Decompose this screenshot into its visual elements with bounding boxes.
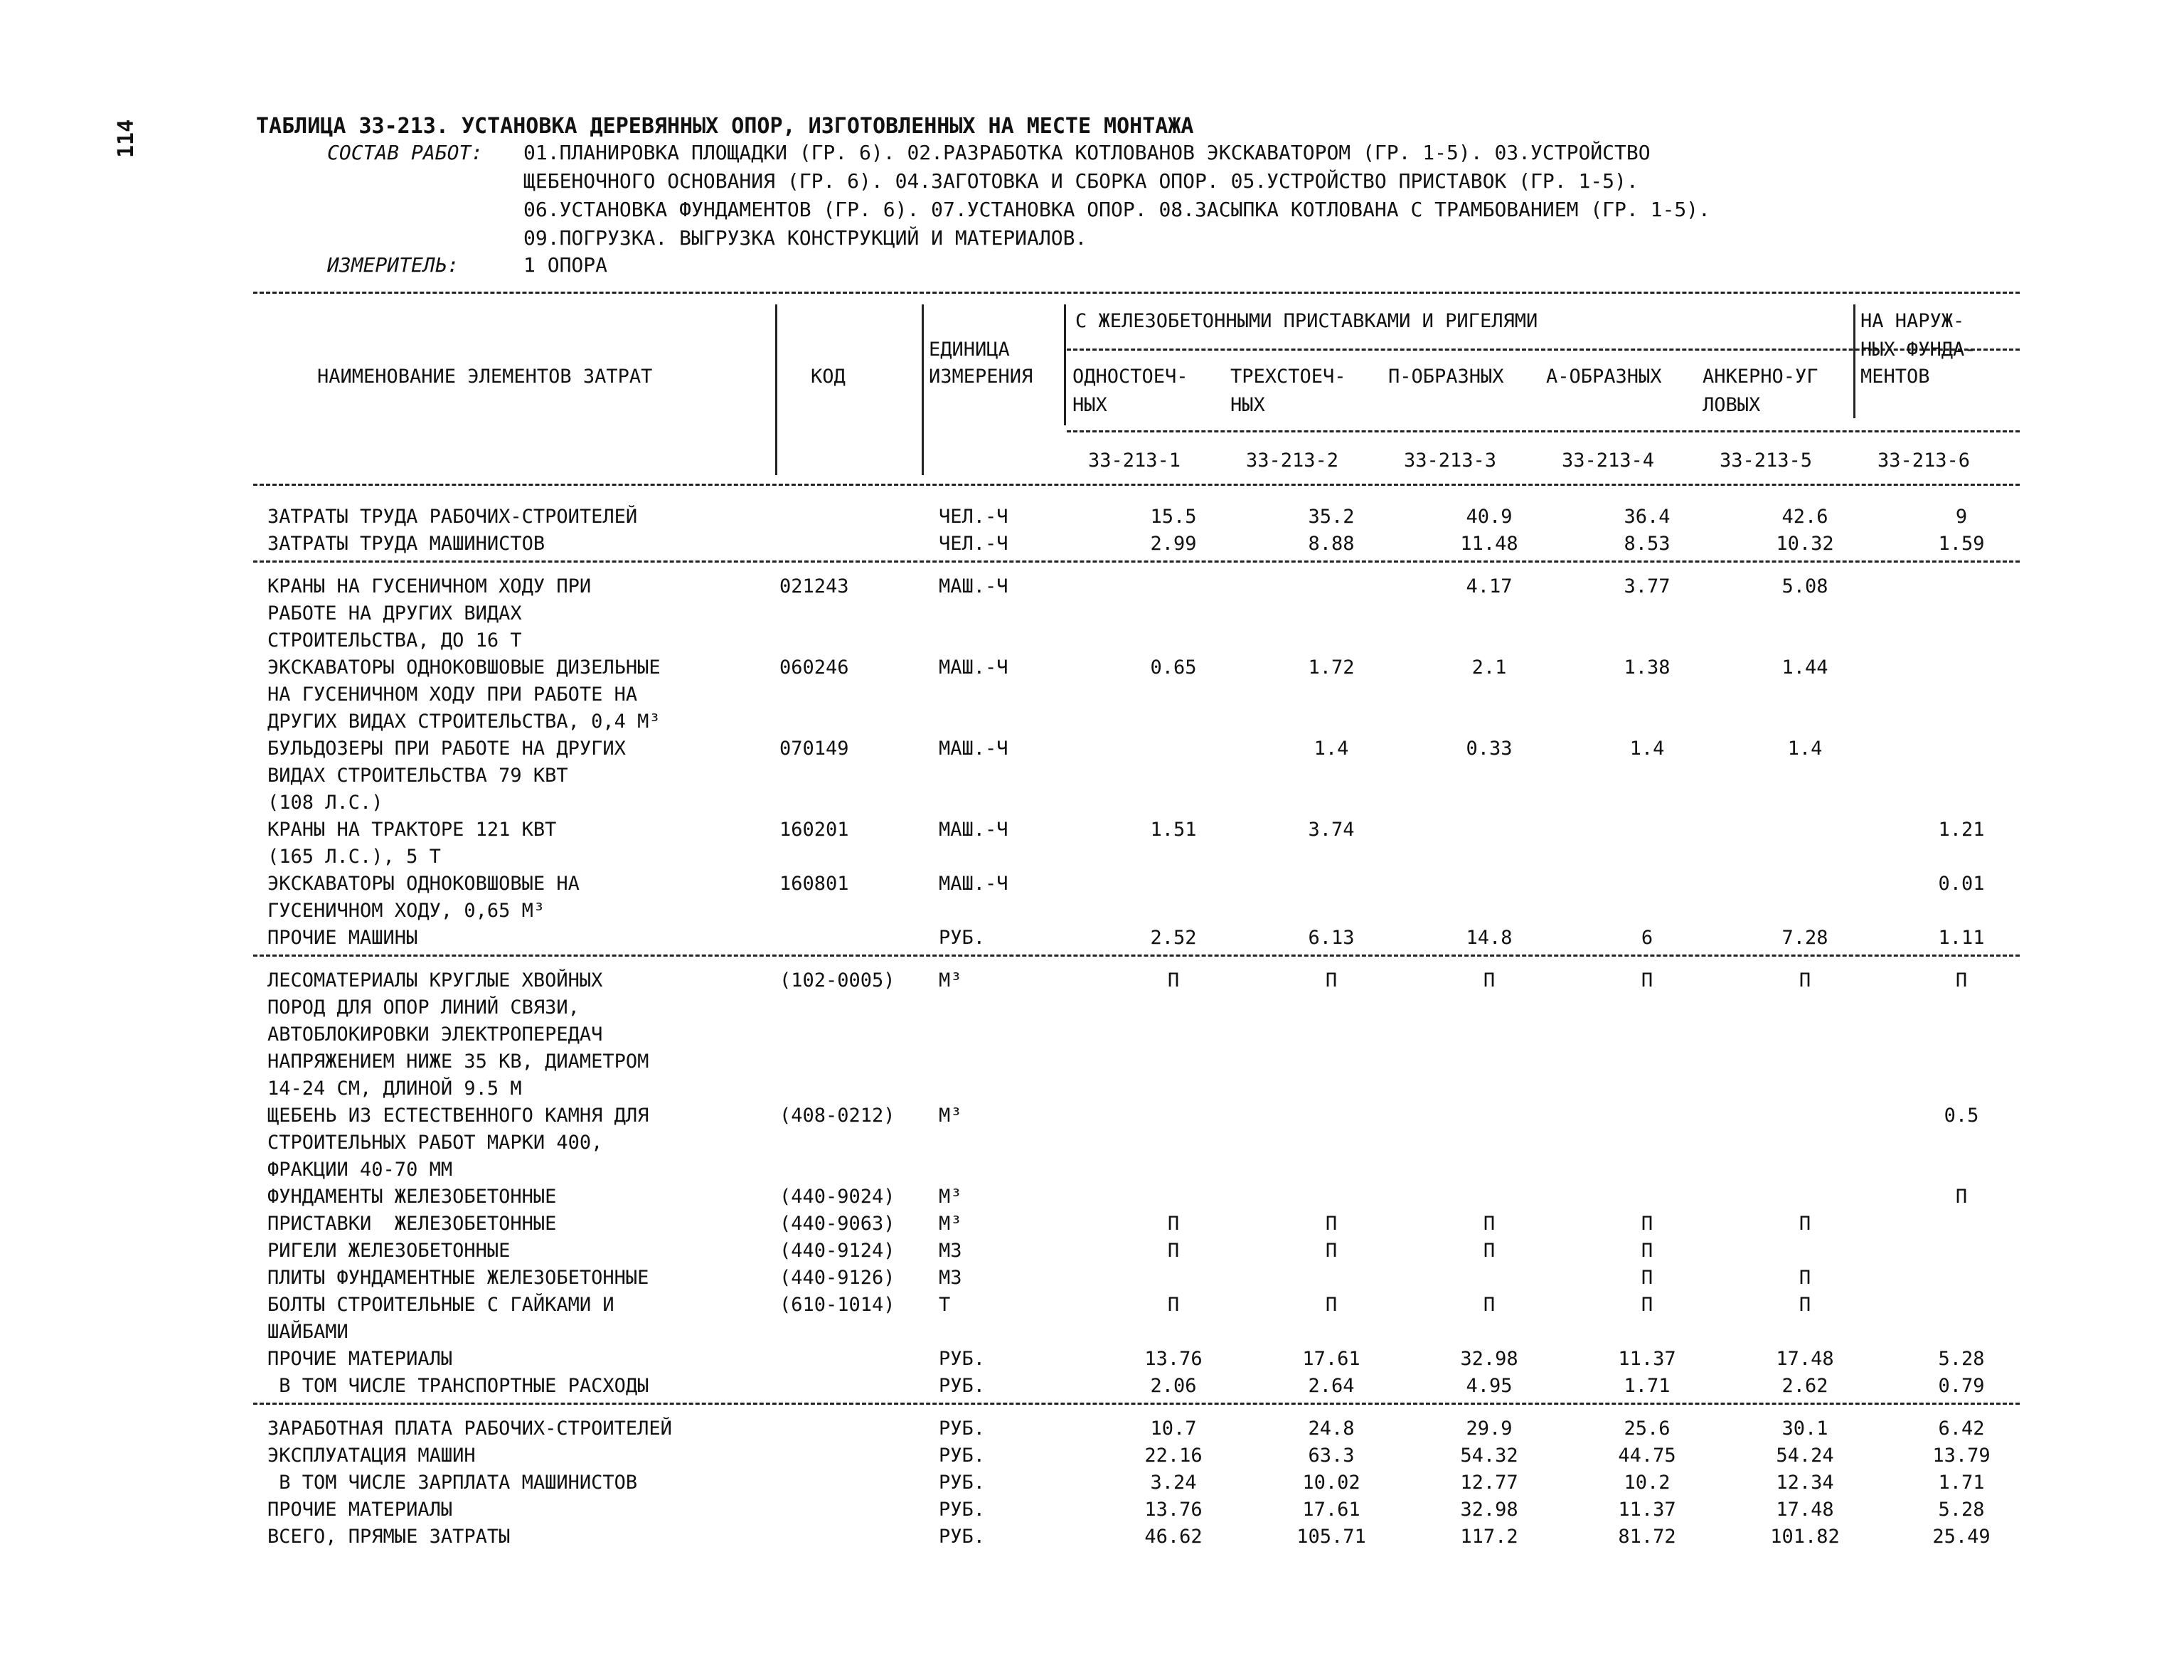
row-name: ЗАТРАТЫ ТРУДА МАШИНИСТОВ: [267, 533, 545, 555]
row-unit: Т: [939, 1294, 951, 1316]
row-value: 40.9: [1466, 506, 1513, 528]
row-value: 11.48: [1460, 533, 1518, 555]
row-value: 13.79: [1932, 1445, 1991, 1467]
row-value: 0.65: [1150, 656, 1197, 679]
row-value: 14.8: [1466, 927, 1513, 949]
row-value: 46.62: [1144, 1526, 1203, 1548]
row-value: 1.4: [1787, 738, 1823, 760]
row-value: 54.24: [1776, 1445, 1834, 1467]
row-value: 81.72: [1618, 1526, 1676, 1548]
sub-heading: ТРЕХСТОЕЧ-: [1230, 366, 1346, 388]
row-name: БУЛЬДОЗЕРЫ ПРИ РАБОТЕ НА ДРУГИХ: [267, 738, 626, 760]
row-value: 10.7: [1150, 1418, 1197, 1440]
row-value: П: [1799, 1294, 1811, 1316]
row-value: П: [1167, 1294, 1180, 1316]
row-value: 3.24: [1150, 1472, 1197, 1494]
row-value: 32.98: [1460, 1499, 1518, 1521]
row-value: П: [1641, 1240, 1653, 1262]
row-unit: МАШ.-Ч: [939, 656, 1008, 679]
page-number: 114: [114, 119, 139, 159]
row-unit: МАШ.-Ч: [939, 819, 1008, 841]
table-top-rule: [253, 292, 2020, 294]
column-code: 33-213-2: [1246, 450, 1339, 472]
row-name: ЛЕСОМАТЕРИАЛЫ КРУГЛЫЕ ХВОЙНЫХ: [267, 969, 603, 991]
row-name: КРАНЫ НА ГУСЕНИЧНОМ ХОДУ ПРИ: [267, 575, 592, 597]
col-heading-code: КОД: [811, 366, 846, 388]
row-value: 35.2: [1308, 506, 1355, 528]
row-value: 15.5: [1150, 506, 1197, 528]
row-name: ВИДАХ СТРОИТЕЛЬСТВА 79 КВТ: [267, 765, 568, 787]
section-rule: [253, 955, 2020, 957]
section-rule: [253, 560, 2020, 563]
row-name: ВСЕГО, ПРЯМЫЕ ЗАТРАТЫ: [267, 1526, 511, 1548]
row-value: 17.61: [1302, 1348, 1360, 1370]
row-name: СТРОИТЕЛЬНЫХ РАБОТ МАРКИ 400,: [267, 1132, 603, 1154]
row-value: П: [1799, 1213, 1811, 1235]
row-name: РАБОТЕ НА ДРУГИХ ВИДАХ: [267, 602, 522, 624]
row-value: 22.16: [1144, 1445, 1203, 1467]
row-value: 5.28: [1938, 1499, 1985, 1521]
row-unit: РУБ.: [939, 1418, 986, 1440]
row-name: ЭКСПЛУАТАЦИЯ МАШИН: [267, 1445, 476, 1467]
row-name: БОЛТЫ СТРОИТЕЛЬНЫЕ С ГАЙКАМИ И: [267, 1294, 614, 1316]
row-code: (440-9024): [779, 1186, 895, 1208]
column-divider: [1853, 304, 1855, 418]
row-name: ПЛИТЫ ФУНДАМЕНТНЫЕ ЖЕЛЕЗОБЕТОННЫЕ: [267, 1267, 649, 1289]
row-value: 2.52: [1150, 927, 1197, 949]
row-value: П: [1483, 969, 1496, 991]
row-name: ФРАКЦИИ 40-70 ММ: [267, 1159, 453, 1181]
row-value: 10.2: [1624, 1472, 1671, 1494]
row-value: 4.17: [1466, 575, 1513, 597]
row-unit: РУБ.: [939, 927, 986, 949]
row-value: П: [1799, 969, 1811, 991]
row-value: 24.8: [1308, 1418, 1355, 1440]
row-value: 17.48: [1776, 1499, 1834, 1521]
row-unit: МАШ.-Ч: [939, 575, 1008, 597]
row-name: НАПРЯЖЕНИЕМ НИЖЕ 35 КВ, ДИАМЕТРОМ: [267, 1051, 649, 1073]
row-name: (108 Л.С.): [267, 792, 383, 814]
row-value: 1.11: [1938, 927, 1985, 949]
col-heading-unit: ИЗМЕРЕНИЯ: [929, 366, 1033, 388]
column-divider: [1064, 304, 1066, 425]
row-value: 10.32: [1776, 533, 1834, 555]
column-divider: [922, 304, 924, 475]
row-value: 8.53: [1624, 533, 1671, 555]
header-subrule: [1067, 430, 2020, 432]
row-value: 29.9: [1466, 1418, 1513, 1440]
row-value: 63.3: [1308, 1445, 1355, 1467]
section-rule: [253, 1403, 2020, 1405]
sub-heading: НЫХ: [1230, 394, 1265, 416]
row-value: 8.88: [1308, 533, 1355, 555]
row-code: (440-9126): [779, 1267, 895, 1289]
work-line: 09.ПОГРУЗКА. ВЫГРУЗКА КОНСТРУКЦИЙ И МАТЕРИАЛОВ.: [523, 226, 1087, 250]
row-name: ЭКСКАВАТОРЫ ОДНОКОВШОВЫЕ ДИЗЕЛЬНЫЕ: [267, 656, 661, 679]
row-unit: ЧЕЛ.-Ч: [939, 533, 1008, 555]
column-code: 33-213-3: [1404, 450, 1497, 472]
row-value: 0.79: [1938, 1375, 1985, 1397]
row-value: 0.33: [1466, 738, 1513, 760]
row-value: 42.6: [1781, 506, 1828, 528]
row-unit: М³: [939, 1186, 962, 1208]
row-name: ЗАРАБОТНАЯ ПЛАТА РАБОЧИХ-СТРОИТЕЛЕЙ: [267, 1418, 672, 1440]
row-value: 101.82: [1770, 1526, 1840, 1548]
row-value: П: [1325, 969, 1338, 991]
sub-heading: П-ОБРАЗНЫХ: [1388, 366, 1504, 388]
row-name: ЭКСКАВАТОРЫ ОДНОКОВШОВЫЕ НА: [267, 873, 580, 895]
row-unit: ЧЕЛ.-Ч: [939, 506, 1008, 528]
row-value: 1.51: [1150, 819, 1197, 841]
column-code: 33-213-5: [1720, 450, 1813, 472]
row-unit: М3: [939, 1267, 962, 1289]
row-value: 5.08: [1781, 575, 1828, 597]
row-value: 2.62: [1781, 1375, 1828, 1397]
row-value: 2.99: [1150, 533, 1197, 555]
row-value: 54.32: [1460, 1445, 1518, 1467]
row-code: (408-0212): [779, 1105, 895, 1127]
row-value: П: [1325, 1294, 1338, 1316]
row-value: П: [1483, 1240, 1496, 1262]
row-value: 3.77: [1624, 575, 1671, 597]
row-value: П: [1325, 1240, 1338, 1262]
row-code: (440-9063): [779, 1213, 895, 1235]
row-name: ПРИСТАВКИ ЖЕЛЕЗОБЕТОННЫЕ: [267, 1213, 557, 1235]
row-value: 2.06: [1150, 1375, 1197, 1397]
row-unit: РУБ.: [939, 1472, 986, 1494]
measure-value: 1 ОПОРА: [523, 253, 608, 277]
row-name: НА ГУСЕНИЧНОМ ХОДУ ПРИ РАБОТЕ НА: [267, 684, 638, 706]
row-value: П: [1167, 1240, 1180, 1262]
work-line: 06.УСТАНОВКА ФУНДАМЕНТОВ (ГР. 6). 07.УСТАНОВКА ОПОР. 08.ЗАСЫПКА КОТЛОВАНА С ТРАМБОВАНИЕМ (ГР. 1-5).: [523, 198, 1710, 221]
column-code: 33-213-6: [1877, 450, 1971, 472]
row-value: 117.2: [1460, 1526, 1518, 1548]
row-value: 1.38: [1624, 656, 1671, 679]
row-value: П: [1955, 1186, 1968, 1208]
row-value: 17.61: [1302, 1499, 1360, 1521]
header-bottom-rule: [253, 484, 2020, 486]
row-name: ПРОЧИЕ МАТЕРИАЛЫ: [267, 1499, 453, 1521]
row-name: ПРОЧИЕ МАТЕРИАЛЫ: [267, 1348, 453, 1370]
row-value: 1.4: [1629, 738, 1665, 760]
row-unit: РУБ.: [939, 1445, 986, 1467]
row-value: 11.37: [1618, 1499, 1676, 1521]
row-unit: МАШ.-Ч: [939, 873, 1008, 895]
row-name: ПОРОД ДЛЯ ОПОР ЛИНИЙ СВЯЗИ,: [267, 996, 580, 1019]
row-value: 6.13: [1308, 927, 1355, 949]
col-heading-name: НАИМЕНОВАНИЕ ЭЛЕМЕНТОВ ЗАТРАТ: [317, 366, 653, 388]
col-group-heading: С ЖЕЛЕЗОБЕТОННЫМИ ПРИСТАВКАМИ И РИГЕЛЯМИ: [1075, 310, 1538, 332]
row-value: 13.76: [1144, 1499, 1203, 1521]
row-value: 2.1: [1471, 656, 1507, 679]
row-value: 25.49: [1932, 1526, 1991, 1548]
row-value: 17.48: [1776, 1348, 1834, 1370]
row-value: П: [1955, 969, 1968, 991]
row-value: П: [1483, 1294, 1496, 1316]
table-title: ТАБЛИЦА 33-213. УСТАНОВКА ДЕРЕВЯННЫХ ОПОР, ИЗГОТОВЛЕННЫХ НА МЕСТЕ МОНТАЖА: [256, 114, 1194, 139]
sub-heading: АНКЕРНО-УГ: [1703, 366, 1818, 388]
row-value: 12.34: [1776, 1472, 1834, 1494]
sub-heading: ОДНОСТОЕЧ-: [1072, 366, 1188, 388]
column-divider: [775, 304, 777, 475]
column-code: 33-213-1: [1088, 450, 1181, 472]
sub-heading: А-ОБРАЗНЫХ: [1546, 366, 1662, 388]
column-code: 33-213-4: [1562, 450, 1655, 472]
row-value: П: [1641, 969, 1653, 991]
row-value: 44.75: [1618, 1445, 1676, 1467]
row-value: 13.76: [1144, 1348, 1203, 1370]
row-name: ДРУГИХ ВИДАХ СТРОИТЕЛЬСТВА, 0,4 М³: [267, 711, 661, 733]
row-value: 1.59: [1938, 533, 1985, 555]
row-name: ГУСЕНИЧНОМ ХОДУ, 0,65 М³: [267, 900, 545, 922]
row-value: 5.28: [1938, 1348, 1985, 1370]
col-group-heading: НЫХ ФУНДА-: [1860, 339, 1976, 361]
row-value: 32.98: [1460, 1348, 1518, 1370]
row-value: 1.71: [1624, 1375, 1671, 1397]
row-code: (102-0005): [779, 969, 895, 991]
row-value: 4.95: [1466, 1375, 1513, 1397]
work-line: ЩЕБЕНОЧНОГО ОСНОВАНИЯ (ГР. 6). 04.ЗАГОТОВКА И СБОРКА ОПОР. 05.УСТРОЙСТВО ПРИСТАВОК (ГР. 1-5).: [523, 169, 1639, 193]
row-value: 1.72: [1308, 656, 1355, 679]
row-code: 070149: [779, 738, 849, 760]
row-value: П: [1641, 1213, 1653, 1235]
row-code: (610-1014): [779, 1294, 895, 1316]
row-value: 6: [1641, 927, 1653, 949]
row-name: В ТОМ ЧИСЛЕ ТРАНСПОРТНЫЕ РАСХОДЫ: [267, 1375, 649, 1397]
col-group-heading: НА НАРУЖ-: [1860, 310, 1965, 332]
row-value: 1.44: [1781, 656, 1828, 679]
row-value: П: [1483, 1213, 1496, 1235]
row-value: 9: [1955, 506, 1968, 528]
row-value: 0.5: [1944, 1105, 1979, 1127]
row-code: 060246: [779, 656, 849, 679]
row-value: 6.42: [1938, 1418, 1985, 1440]
row-unit: РУБ.: [939, 1375, 986, 1397]
row-value: 105.71: [1296, 1526, 1366, 1548]
measure-label: ИЗМЕРИТЕЛЬ:: [327, 253, 459, 277]
row-name: ЩЕБЕНЬ ИЗ ЕСТЕСТВЕННОГО КАМНЯ ДЛЯ: [267, 1105, 649, 1127]
work-line: 01.ПЛАНИРОВКА ПЛОЩАДКИ (ГР. 6). 02.РАЗРАБОТКА КОТЛОВАНОВ ЭКСКАВАТОРОМ (ГР. 1-5). 03.УСТРОЙСТВО: [523, 141, 1651, 164]
row-unit: МАШ.-Ч: [939, 738, 1008, 760]
sub-heading: ЛОВЫХ: [1703, 394, 1761, 416]
row-value: 1.71: [1938, 1472, 1985, 1494]
row-unit: РУБ.: [939, 1348, 986, 1370]
row-unit: РУБ.: [939, 1499, 986, 1521]
row-value: П: [1799, 1267, 1811, 1289]
row-name: В ТОМ ЧИСЛЕ ЗАРПЛАТА МАШИНИСТОВ: [267, 1472, 638, 1494]
row-unit: М³: [939, 1213, 962, 1235]
row-value: 7.28: [1781, 927, 1828, 949]
row-name: ПРОЧИЕ МАШИНЫ: [267, 927, 418, 949]
row-value: 30.1: [1781, 1418, 1828, 1440]
row-unit: М3: [939, 1240, 962, 1262]
row-value: 1.4: [1314, 738, 1349, 760]
row-name: ЗАТРАТЫ ТРУДА РАБОЧИХ-СТРОИТЕЛЕЙ: [267, 506, 638, 528]
row-value: 10.02: [1302, 1472, 1360, 1494]
row-value: 12.77: [1460, 1472, 1518, 1494]
row-name: ШАЙБАМИ: [267, 1321, 348, 1343]
col-heading-unit: ЕДИНИЦА: [929, 339, 1010, 361]
row-name: КРАНЫ НА ТРАКТОРЕ 121 КВТ: [267, 819, 557, 841]
row-code: 160201: [779, 819, 849, 841]
row-name: АВТОБЛОКИРОВКИ ЭЛЕКТРОПЕРЕДАЧ: [267, 1024, 603, 1046]
row-name: (165 Л.С.), 5 Т: [267, 846, 441, 868]
row-code: (440-9124): [779, 1240, 895, 1262]
row-name: 14-24 СМ, ДЛИНОЙ 9.5 М: [267, 1078, 522, 1100]
row-name: СТРОИТЕЛЬСТВА, ДО 16 Т: [267, 629, 522, 652]
row-value: 36.4: [1624, 506, 1671, 528]
row-value: П: [1641, 1294, 1653, 1316]
row-code: 160801: [779, 873, 849, 895]
row-value: 2.64: [1308, 1375, 1355, 1397]
row-name: ФУНДАМЕНТЫ ЖЕЛЕЗОБЕТОННЫЕ: [267, 1186, 557, 1208]
row-value: П: [1641, 1267, 1653, 1289]
row-value: 1.21: [1938, 819, 1985, 841]
row-unit: М³: [939, 969, 962, 991]
row-value: 3.74: [1308, 819, 1355, 841]
row-code: 021243: [779, 575, 849, 597]
work-composition-label: СОСТАВ РАБОТ:: [327, 141, 484, 164]
row-unit: РУБ.: [939, 1526, 986, 1548]
row-name: РИГЕЛИ ЖЕЛЕЗОБЕТОННЫЕ: [267, 1240, 511, 1262]
col-group-heading: МЕНТОВ: [1860, 366, 1930, 388]
row-value: 25.6: [1624, 1418, 1671, 1440]
sub-heading: НЫХ: [1072, 394, 1107, 416]
row-value: П: [1167, 969, 1180, 991]
row-unit: М³: [939, 1105, 962, 1127]
row-value: 0.01: [1938, 873, 1985, 895]
row-value: П: [1167, 1213, 1180, 1235]
row-value: П: [1325, 1213, 1338, 1235]
row-value: 11.37: [1618, 1348, 1676, 1370]
